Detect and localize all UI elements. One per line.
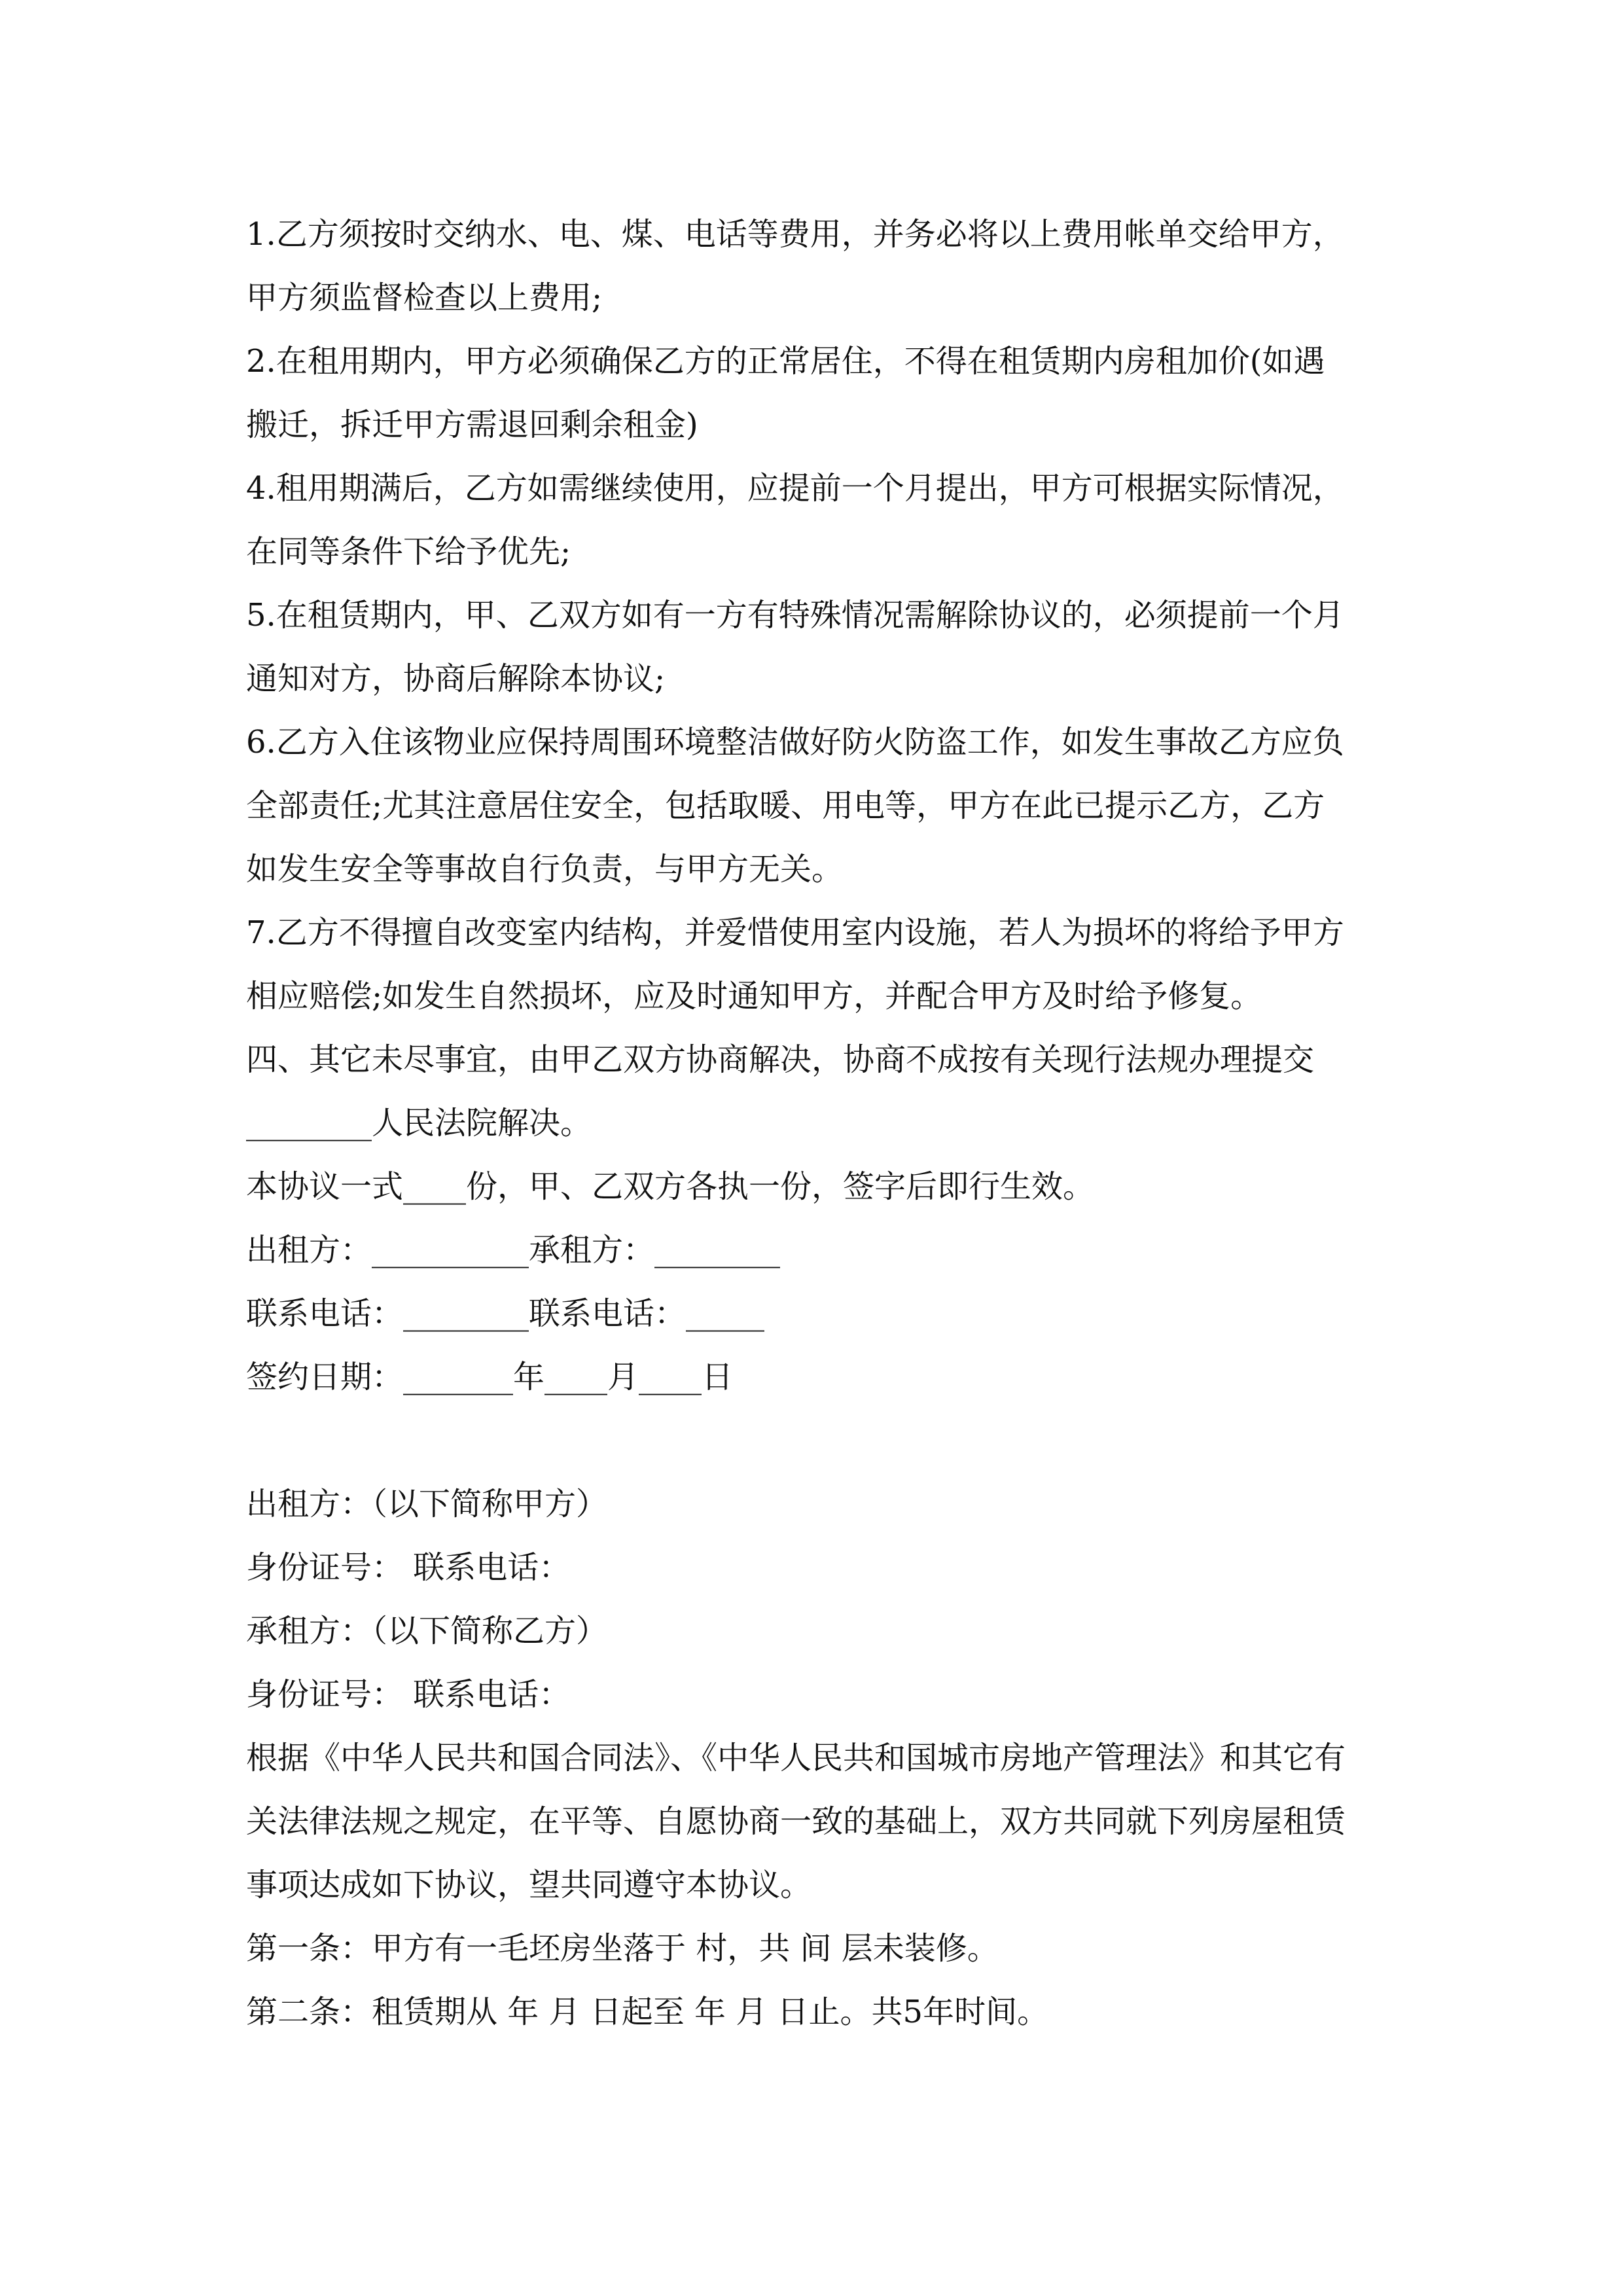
text-line: 签约日期：_______年____月____日 <box>246 1359 734 1395</box>
text-line: 身份证号： 联系电话： <box>246 1549 571 1586</box>
text-line: 甲方须监督检查以上费用; <box>246 279 603 316</box>
text-line: 联系电话：________联系电话：_____ <box>246 1295 765 1332</box>
text-line: 本协议一式____份，甲、乙双方各执一份，签字后即行生效。 <box>246 1168 1095 1205</box>
text-line: 出租方：（以下简称甲方） <box>246 1486 608 1522</box>
text-line: 关法律法规之规定，在平等、自愿协商一致的基础上，双方共同就下列房屋租赁 <box>246 1803 1346 1840</box>
text-line: 2.在租用期内，甲方必须确保乙方的正常居住，不得在租赁期内房租加价(如遇 <box>246 343 1325 380</box>
text-line: 1.乙方须按时交纳水、电、煤、电话等费用，并务必将以上费用帐单交给甲方， <box>246 216 1344 253</box>
text-line: 第一条：甲方有一毛坯房坐落于 村，共 间 层未装修。 <box>246 1930 999 1967</box>
text-line: 第二条：租赁期从 年 月 日起至 年 月 日止。共5年时间。 <box>246 1994 1049 2030</box>
text-line: 6.乙方入住该物业应保持周围环境整洁做好防火防盗工作，如发生事故乙方应负 <box>246 724 1344 761</box>
text-line: 根据《中华人民共和国合同法》、《中华人民共和国城市房地产管理法》和其它有 <box>246 1740 1346 1776</box>
text-line: 全部责任;尤其注意居住安全，包括取暖、用电等，甲方在此已提示乙方，乙方 <box>246 787 1325 824</box>
text-line: 5.在租赁期内，甲、乙双方如有一方有特殊情况需解除协议的，必须提前一个月 <box>246 597 1344 634</box>
text-line: 4.租用期满后，乙方如需继续使用，应提前一个月提出，甲方可根据实际情况， <box>246 470 1344 507</box>
text-line: 四、其它未尽事宜，由甲乙双方协商解决，协商不成按有关现行法规办理提交 <box>246 1041 1315 1078</box>
text-line: 7.乙方不得擅自改变室内结构，并爱惜使用室内设施，若人为损坏的将给予甲方 <box>246 914 1344 951</box>
document-body <box>246 203 1398 2044</box>
text-line: 在同等条件下给予优先; <box>246 533 571 570</box>
text-line: 通知对方，协商后解除本协议; <box>246 660 666 697</box>
text-line: 身份证号： 联系电话： <box>246 1676 571 1713</box>
text-line: 事项达成如下协议，望共同遵守本协议。 <box>246 1867 812 1903</box>
blank-line <box>246 1409 1398 1473</box>
text-line: 搬迁，拆迁甲方需退回剩余租金) <box>246 406 698 443</box>
text-line: ________人民法院解决。 <box>246 1105 592 1141</box>
text-line: 承租方：（以下简称乙方） <box>246 1613 608 1649</box>
text-line: 出租方：__________承租方：________ <box>246 1232 781 1268</box>
text-line: 相应赔偿;如发生自然损坏，应及时通知甲方，并配合甲方及时给予修复。 <box>246 978 1262 1014</box>
text-line: 如发生安全等事故自行负责，与甲方无关。 <box>246 851 844 888</box>
